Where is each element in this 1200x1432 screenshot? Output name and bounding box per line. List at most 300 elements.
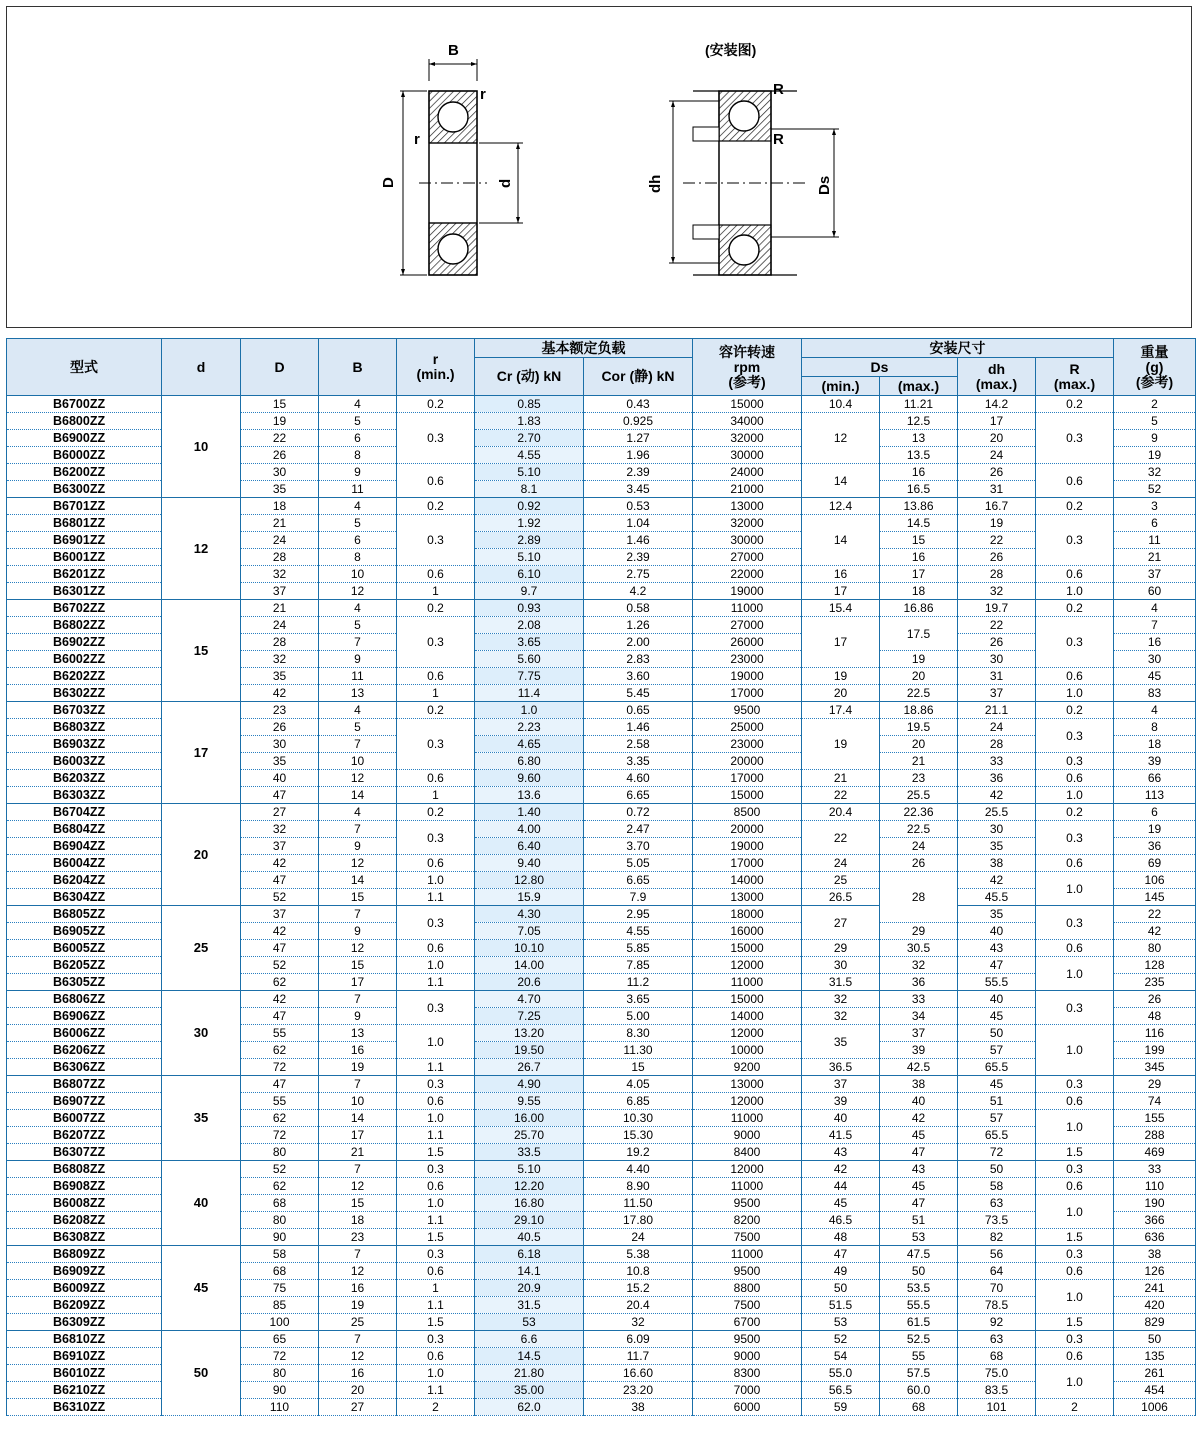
cell-r: 0.6 bbox=[397, 770, 475, 787]
cell-dh: 22 bbox=[958, 532, 1036, 549]
cell-D: 110 bbox=[241, 1399, 319, 1416]
cell-cr: 26.7 bbox=[475, 1059, 584, 1076]
cell-ds-max: 21 bbox=[880, 753, 958, 770]
cell-cor: 3.70 bbox=[584, 838, 693, 855]
cell-speed: 20000 bbox=[693, 821, 802, 838]
cell-weight: 135 bbox=[1114, 1348, 1196, 1365]
cell-cr: 0.85 bbox=[475, 396, 584, 413]
cell-ds-max: 42.5 bbox=[880, 1059, 958, 1076]
cell-R: 0.3 bbox=[1036, 906, 1114, 940]
cell-D: 42 bbox=[241, 991, 319, 1008]
cell-dh: 47 bbox=[958, 957, 1036, 974]
cell-cr: 3.65 bbox=[475, 634, 584, 651]
cell-ds-max: 23 bbox=[880, 770, 958, 787]
cell-R: 0.6 bbox=[1036, 940, 1114, 957]
cell-ds-max: 12.5 bbox=[880, 413, 958, 430]
cell-r: 2 bbox=[397, 1399, 475, 1416]
cell-cr: 20.6 bbox=[475, 974, 584, 991]
cell-ds-max: 51 bbox=[880, 1212, 958, 1229]
cell-weight: 66 bbox=[1114, 770, 1196, 787]
cell-cor: 5.00 bbox=[584, 1008, 693, 1025]
cell-weight: 19 bbox=[1114, 447, 1196, 464]
cell-dh: 92 bbox=[958, 1314, 1036, 1331]
cell-ds-min: 17 bbox=[802, 617, 880, 668]
cell-r: 1.1 bbox=[397, 1212, 475, 1229]
cell-d: 20 bbox=[162, 804, 241, 906]
cell-cr: 1.92 bbox=[475, 515, 584, 532]
cell-dh: 50 bbox=[958, 1025, 1036, 1042]
cell-R: 0.3 bbox=[1036, 617, 1114, 668]
cell-ds-max: 16 bbox=[880, 464, 958, 481]
cell-B: 16 bbox=[319, 1365, 397, 1382]
col-speed bbox=[693, 339, 802, 396]
cell-r: 0.2 bbox=[397, 702, 475, 719]
cell-cor: 6.65 bbox=[584, 787, 693, 804]
cell-D: 75 bbox=[241, 1280, 319, 1297]
cell-weight: 113 bbox=[1114, 787, 1196, 804]
cell-cor: 5.38 bbox=[584, 1246, 693, 1263]
cell-weight: 2 bbox=[1114, 396, 1196, 413]
label-dh: dh bbox=[647, 174, 664, 193]
cell-cr: 31.5 bbox=[475, 1297, 584, 1314]
cell-cr: 7.75 bbox=[475, 668, 584, 685]
cell-dh: 65.5 bbox=[958, 1127, 1036, 1144]
cell-r: 0.2 bbox=[397, 396, 475, 413]
cell-B: 11 bbox=[319, 668, 397, 685]
cell-dh: 57 bbox=[958, 1110, 1036, 1127]
cell-ds-min: 37 bbox=[802, 1076, 880, 1093]
cell-cr: 4.55 bbox=[475, 447, 584, 464]
label-R-top: R bbox=[773, 81, 784, 98]
cell-dh: 35 bbox=[958, 838, 1036, 855]
cell-r: 0.6 bbox=[397, 1263, 475, 1280]
cell-weight: 18 bbox=[1114, 736, 1196, 753]
cell-r: 0.6 bbox=[397, 1348, 475, 1365]
cell-weight: 37 bbox=[1114, 566, 1196, 583]
cell-speed: 9500 bbox=[693, 1263, 802, 1280]
cell-speed: 9200 bbox=[693, 1059, 802, 1076]
cell-ds-max: 47.5 bbox=[880, 1246, 958, 1263]
cell-r: 1.5 bbox=[397, 1144, 475, 1161]
cell-ds-max: 52.5 bbox=[880, 1331, 958, 1348]
cell-cr: 21.80 bbox=[475, 1365, 584, 1382]
cell-speed: 17000 bbox=[693, 685, 802, 702]
label-Ds: Ds bbox=[816, 175, 833, 195]
cell-cr: 19.50 bbox=[475, 1042, 584, 1059]
cell-ds-min: 54 bbox=[802, 1348, 880, 1365]
cell-dh: 64 bbox=[958, 1263, 1036, 1280]
cell-cr: 2.23 bbox=[475, 719, 584, 736]
cell-cr: 25.70 bbox=[475, 1127, 584, 1144]
cell-ds-max: 15 bbox=[880, 532, 958, 549]
cell-ds-min: 39 bbox=[802, 1093, 880, 1110]
cell-speed: 34000 bbox=[693, 413, 802, 430]
col-R bbox=[1036, 358, 1114, 396]
cell-speed: 26000 bbox=[693, 634, 802, 651]
cell-D: 28 bbox=[241, 549, 319, 566]
col-D: D bbox=[241, 339, 319, 396]
cell-dh: 63 bbox=[958, 1331, 1036, 1348]
cell-R: 0.6 bbox=[1036, 1093, 1114, 1110]
cell-R: 0.3 bbox=[1036, 1076, 1114, 1093]
cell-ds-max: 18.86 bbox=[880, 702, 958, 719]
cell-model: B6908ZZ bbox=[7, 1178, 162, 1195]
cell-r: 1.0 bbox=[397, 1025, 475, 1059]
cell-r: 1.1 bbox=[397, 974, 475, 991]
cell-ds-max: 33 bbox=[880, 991, 958, 1008]
cell-cr: 14.5 bbox=[475, 1348, 584, 1365]
cell-cr: 4.30 bbox=[475, 906, 584, 923]
cell-ds-max: 20 bbox=[880, 736, 958, 753]
cell-weight: 74 bbox=[1114, 1093, 1196, 1110]
cell-speed: 13000 bbox=[693, 889, 802, 906]
cell-dh: 50 bbox=[958, 1161, 1036, 1178]
cell-D: 52 bbox=[241, 1161, 319, 1178]
cell-B: 9 bbox=[319, 1008, 397, 1025]
cell-cor: 1.04 bbox=[584, 515, 693, 532]
cell-R: 0.3 bbox=[1036, 1161, 1114, 1178]
cell-D: 21 bbox=[241, 600, 319, 617]
cell-r: 1 bbox=[397, 787, 475, 804]
col-speed-unit: rpm bbox=[733, 358, 761, 375]
cell-cor: 2.95 bbox=[584, 906, 693, 923]
cell-D: 18 bbox=[241, 498, 319, 515]
cell-cr: 14.00 bbox=[475, 957, 584, 974]
cell-model: B6204ZZ bbox=[7, 872, 162, 889]
cell-cor: 38 bbox=[584, 1399, 693, 1416]
cell-ds-max: 38 bbox=[880, 1076, 958, 1093]
cell-ds-min: 24 bbox=[802, 855, 880, 872]
cell-R: 1.5 bbox=[1036, 1229, 1114, 1246]
cell-cor: 4.55 bbox=[584, 923, 693, 940]
cell-cor: 2.83 bbox=[584, 651, 693, 668]
cell-ds-min: 16 bbox=[802, 566, 880, 583]
cell-model: B6804ZZ bbox=[7, 821, 162, 838]
cell-weight: 5 bbox=[1114, 413, 1196, 430]
cell-dh: 16.7 bbox=[958, 498, 1036, 515]
cell-B: 12 bbox=[319, 1263, 397, 1280]
cell-B: 5 bbox=[319, 515, 397, 532]
cell-R: 1.0 bbox=[1036, 685, 1114, 702]
cell-B: 17 bbox=[319, 974, 397, 991]
cell-ds-max: 47 bbox=[880, 1195, 958, 1212]
col-dh-label: dh bbox=[987, 360, 1006, 377]
cell-speed: 7500 bbox=[693, 1297, 802, 1314]
cell-ds-max: 14.5 bbox=[880, 515, 958, 532]
mounting-drawing bbox=[669, 91, 839, 275]
cell-ds-max: 13 bbox=[880, 430, 958, 447]
cell-D: 37 bbox=[241, 583, 319, 600]
cell-ds-max: 34 bbox=[880, 1008, 958, 1025]
cell-speed: 18000 bbox=[693, 906, 802, 923]
cell-ds-min: 19 bbox=[802, 668, 880, 685]
cell-r: 1.1 bbox=[397, 1382, 475, 1399]
cell-speed: 24000 bbox=[693, 464, 802, 481]
cell-B: 7 bbox=[319, 906, 397, 923]
cell-ds-min: 49 bbox=[802, 1263, 880, 1280]
cell-cor: 0.925 bbox=[584, 413, 693, 430]
cell-R: 0.3 bbox=[1036, 821, 1114, 855]
cell-dh: 65.5 bbox=[958, 1059, 1036, 1076]
cell-model: B6304ZZ bbox=[7, 889, 162, 906]
cell-B: 10 bbox=[319, 753, 397, 770]
cell-dh: 17 bbox=[958, 413, 1036, 430]
cell-cor: 11.30 bbox=[584, 1042, 693, 1059]
cell-r: 0.6 bbox=[397, 855, 475, 872]
cell-dh: 70 bbox=[958, 1280, 1036, 1297]
cell-cr: 4.70 bbox=[475, 991, 584, 1008]
cell-model: B6010ZZ bbox=[7, 1365, 162, 1382]
cell-ds-max: 29 bbox=[880, 923, 958, 940]
cell-r: 0.2 bbox=[397, 498, 475, 515]
cell-R: 0.3 bbox=[1036, 719, 1114, 753]
cell-dh: 40 bbox=[958, 923, 1036, 940]
cell-model: B6902ZZ bbox=[7, 634, 162, 651]
cell-ds-max: 16.5 bbox=[880, 481, 958, 498]
cell-B: 7 bbox=[319, 1331, 397, 1348]
cell-weight: 454 bbox=[1114, 1382, 1196, 1399]
cell-speed: 7500 bbox=[693, 1229, 802, 1246]
cell-dh: 21.1 bbox=[958, 702, 1036, 719]
cell-B: 9 bbox=[319, 838, 397, 855]
cell-cor: 3.65 bbox=[584, 991, 693, 1008]
label-b: B bbox=[448, 42, 459, 59]
cell-model: B6801ZZ bbox=[7, 515, 162, 532]
cell-ds-max: 37 bbox=[880, 1025, 958, 1042]
cell-speed: 6000 bbox=[693, 1399, 802, 1416]
cell-ds-min: 51.5 bbox=[802, 1297, 880, 1314]
cell-speed: 15000 bbox=[693, 396, 802, 413]
cell-B: 14 bbox=[319, 787, 397, 804]
cell-ds-min: 32 bbox=[802, 991, 880, 1008]
cell-model: B6905ZZ bbox=[7, 923, 162, 940]
cell-cr: 20.9 bbox=[475, 1280, 584, 1297]
cell-D: 30 bbox=[241, 464, 319, 481]
cell-B: 19 bbox=[319, 1297, 397, 1314]
cell-cor: 7.85 bbox=[584, 957, 693, 974]
cell-B: 4 bbox=[319, 498, 397, 515]
col-B: B bbox=[319, 339, 397, 396]
cell-cr: 35.00 bbox=[475, 1382, 584, 1399]
col-cor: Cor (静) kN bbox=[584, 358, 693, 396]
cell-dh: 31 bbox=[958, 668, 1036, 685]
cell-model: B6901ZZ bbox=[7, 532, 162, 549]
cell-D: 32 bbox=[241, 821, 319, 838]
cell-d: 17 bbox=[162, 702, 241, 804]
cell-dh: 26 bbox=[958, 634, 1036, 651]
cell-ds-max: 17.5 bbox=[880, 617, 958, 651]
cell-speed: 11000 bbox=[693, 974, 802, 991]
cell-B: 15 bbox=[319, 1195, 397, 1212]
cell-cor: 6.65 bbox=[584, 872, 693, 889]
cell-dh: 78.5 bbox=[958, 1297, 1036, 1314]
cell-D: 62 bbox=[241, 1042, 319, 1059]
cell-cr: 29.10 bbox=[475, 1212, 584, 1229]
cell-speed: 7000 bbox=[693, 1382, 802, 1399]
cell-dh: 45 bbox=[958, 1076, 1036, 1093]
cell-model: B6202ZZ bbox=[7, 668, 162, 685]
cell-model: B6007ZZ bbox=[7, 1110, 162, 1127]
table-row bbox=[7, 702, 1196, 719]
cell-dh: 28 bbox=[958, 566, 1036, 583]
cell-model: B6309ZZ bbox=[7, 1314, 162, 1331]
cell-cor: 2.75 bbox=[584, 566, 693, 583]
cell-cor: 4.40 bbox=[584, 1161, 693, 1178]
cell-dh: 51 bbox=[958, 1093, 1036, 1110]
cell-D: 72 bbox=[241, 1348, 319, 1365]
cell-ds-max: 60.0 bbox=[880, 1382, 958, 1399]
col-load-group: 基本额定负载 bbox=[475, 339, 693, 358]
cell-cor: 15 bbox=[584, 1059, 693, 1076]
col-R-label: R bbox=[1069, 360, 1080, 377]
cell-r: 0.3 bbox=[397, 413, 475, 464]
cell-weight: 8 bbox=[1114, 719, 1196, 736]
cell-cor: 1.96 bbox=[584, 447, 693, 464]
cell-ds-max: 36 bbox=[880, 974, 958, 991]
cell-R: 0.6 bbox=[1036, 464, 1114, 498]
cell-B: 14 bbox=[319, 872, 397, 889]
cell-weight: 38 bbox=[1114, 1246, 1196, 1263]
cell-cor: 17.80 bbox=[584, 1212, 693, 1229]
cell-D: 27 bbox=[241, 804, 319, 821]
cell-B: 15 bbox=[319, 957, 397, 974]
cell-r: 0.3 bbox=[397, 1076, 475, 1093]
cell-ds-max: 57.5 bbox=[880, 1365, 958, 1382]
cell-dh: 72 bbox=[958, 1144, 1036, 1161]
cell-r: 1.1 bbox=[397, 1297, 475, 1314]
cell-cr: 9.55 bbox=[475, 1093, 584, 1110]
cell-B: 7 bbox=[319, 736, 397, 753]
cell-ds-max: 32 bbox=[880, 957, 958, 974]
label-r-top: r bbox=[480, 86, 486, 103]
cell-ds-max: 19 bbox=[880, 651, 958, 668]
cell-cr: 5.10 bbox=[475, 1161, 584, 1178]
cell-model: B6005ZZ bbox=[7, 940, 162, 957]
cell-dh: 26 bbox=[958, 549, 1036, 566]
label-R-mid: R bbox=[773, 131, 784, 148]
cell-D: 72 bbox=[241, 1127, 319, 1144]
cell-D: 40 bbox=[241, 770, 319, 787]
cell-d: 10 bbox=[162, 396, 241, 498]
cell-ds-min: 41.5 bbox=[802, 1127, 880, 1144]
cell-weight: 110 bbox=[1114, 1178, 1196, 1195]
label-D: D bbox=[380, 177, 397, 188]
cell-weight: 16 bbox=[1114, 634, 1196, 651]
cell-D: 32 bbox=[241, 566, 319, 583]
cell-D: 90 bbox=[241, 1229, 319, 1246]
cell-ds-min: 55.0 bbox=[802, 1365, 880, 1382]
cell-ds-min: 50 bbox=[802, 1280, 880, 1297]
cell-model: B6009ZZ bbox=[7, 1280, 162, 1297]
cell-ds-min: 30 bbox=[802, 957, 880, 974]
cell-speed: 17000 bbox=[693, 855, 802, 872]
cell-ds-max: 22.5 bbox=[880, 821, 958, 838]
cell-ds-max: 50 bbox=[880, 1263, 958, 1280]
cell-speed: 13000 bbox=[693, 1076, 802, 1093]
cell-weight: 155 bbox=[1114, 1110, 1196, 1127]
cell-cr: 6.80 bbox=[475, 753, 584, 770]
cell-speed: 6700 bbox=[693, 1314, 802, 1331]
table-body bbox=[7, 396, 1196, 1416]
cell-B: 13 bbox=[319, 685, 397, 702]
cell-ds-min: 12.4 bbox=[802, 498, 880, 515]
cell-cor: 0.43 bbox=[584, 396, 693, 413]
cell-model: B6806ZZ bbox=[7, 991, 162, 1008]
cell-cor: 2.39 bbox=[584, 464, 693, 481]
cell-R: 1.0 bbox=[1036, 957, 1114, 991]
cell-speed: 11000 bbox=[693, 600, 802, 617]
cell-model: B6805ZZ bbox=[7, 906, 162, 923]
cell-cor: 11.7 bbox=[584, 1348, 693, 1365]
cell-r: 0.6 bbox=[397, 464, 475, 498]
cell-model: B6006ZZ bbox=[7, 1025, 162, 1042]
cell-speed: 11000 bbox=[693, 1246, 802, 1263]
cell-ds-min: 52 bbox=[802, 1331, 880, 1348]
cell-dh: 45.5 bbox=[958, 889, 1036, 906]
cell-model: B6310ZZ bbox=[7, 1399, 162, 1416]
cell-speed: 9500 bbox=[693, 1195, 802, 1212]
table-row bbox=[7, 906, 1196, 923]
cell-weight: 50 bbox=[1114, 1331, 1196, 1348]
cell-r: 0.6 bbox=[397, 668, 475, 685]
cell-weight: 36 bbox=[1114, 838, 1196, 855]
cell-R: 0.3 bbox=[1036, 413, 1114, 464]
cell-speed: 14000 bbox=[693, 1008, 802, 1025]
cell-model: B6906ZZ bbox=[7, 1008, 162, 1025]
cell-ds-min: 56.5 bbox=[802, 1382, 880, 1399]
cell-model: B6008ZZ bbox=[7, 1195, 162, 1212]
cell-cor: 2.00 bbox=[584, 634, 693, 651]
cell-r: 0.3 bbox=[397, 1161, 475, 1178]
cell-cr: 4.00 bbox=[475, 821, 584, 838]
cell-r: 0.3 bbox=[397, 515, 475, 566]
cell-weight: 420 bbox=[1114, 1297, 1196, 1314]
cell-ds-max: 17 bbox=[880, 566, 958, 583]
cell-dh: 83.5 bbox=[958, 1382, 1036, 1399]
cell-speed: 8400 bbox=[693, 1144, 802, 1161]
cell-ds-min: 42 bbox=[802, 1161, 880, 1178]
cell-cor: 5.85 bbox=[584, 940, 693, 957]
cell-cor: 16.60 bbox=[584, 1365, 693, 1382]
cell-ds-max: 13.5 bbox=[880, 447, 958, 464]
cell-model: B6203ZZ bbox=[7, 770, 162, 787]
cell-speed: 19000 bbox=[693, 583, 802, 600]
cell-dh: 75.0 bbox=[958, 1365, 1036, 1382]
cell-cr: 7.25 bbox=[475, 1008, 584, 1025]
cell-dh: 19 bbox=[958, 515, 1036, 532]
cell-weight: 190 bbox=[1114, 1195, 1196, 1212]
cell-weight: 1006 bbox=[1114, 1399, 1196, 1416]
cell-ds-max: 42 bbox=[880, 1110, 958, 1127]
cell-cor: 0.72 bbox=[584, 804, 693, 821]
cell-cor: 7.9 bbox=[584, 889, 693, 906]
cell-R: 0.3 bbox=[1036, 515, 1114, 566]
cell-B: 4 bbox=[319, 396, 397, 413]
cell-R: 0.2 bbox=[1036, 498, 1114, 515]
cell-speed: 19000 bbox=[693, 838, 802, 855]
cell-ds-max: 26 bbox=[880, 855, 958, 872]
cell-cor: 1.46 bbox=[584, 532, 693, 549]
cell-B: 27 bbox=[319, 1399, 397, 1416]
cell-D: 35 bbox=[241, 753, 319, 770]
cell-speed: 8800 bbox=[693, 1280, 802, 1297]
cell-ds-min: 17 bbox=[802, 583, 880, 600]
cell-speed: 9500 bbox=[693, 1331, 802, 1348]
cell-B: 4 bbox=[319, 804, 397, 821]
cell-D: 68 bbox=[241, 1195, 319, 1212]
cell-r: 1 bbox=[397, 1280, 475, 1297]
cell-B: 5 bbox=[319, 719, 397, 736]
